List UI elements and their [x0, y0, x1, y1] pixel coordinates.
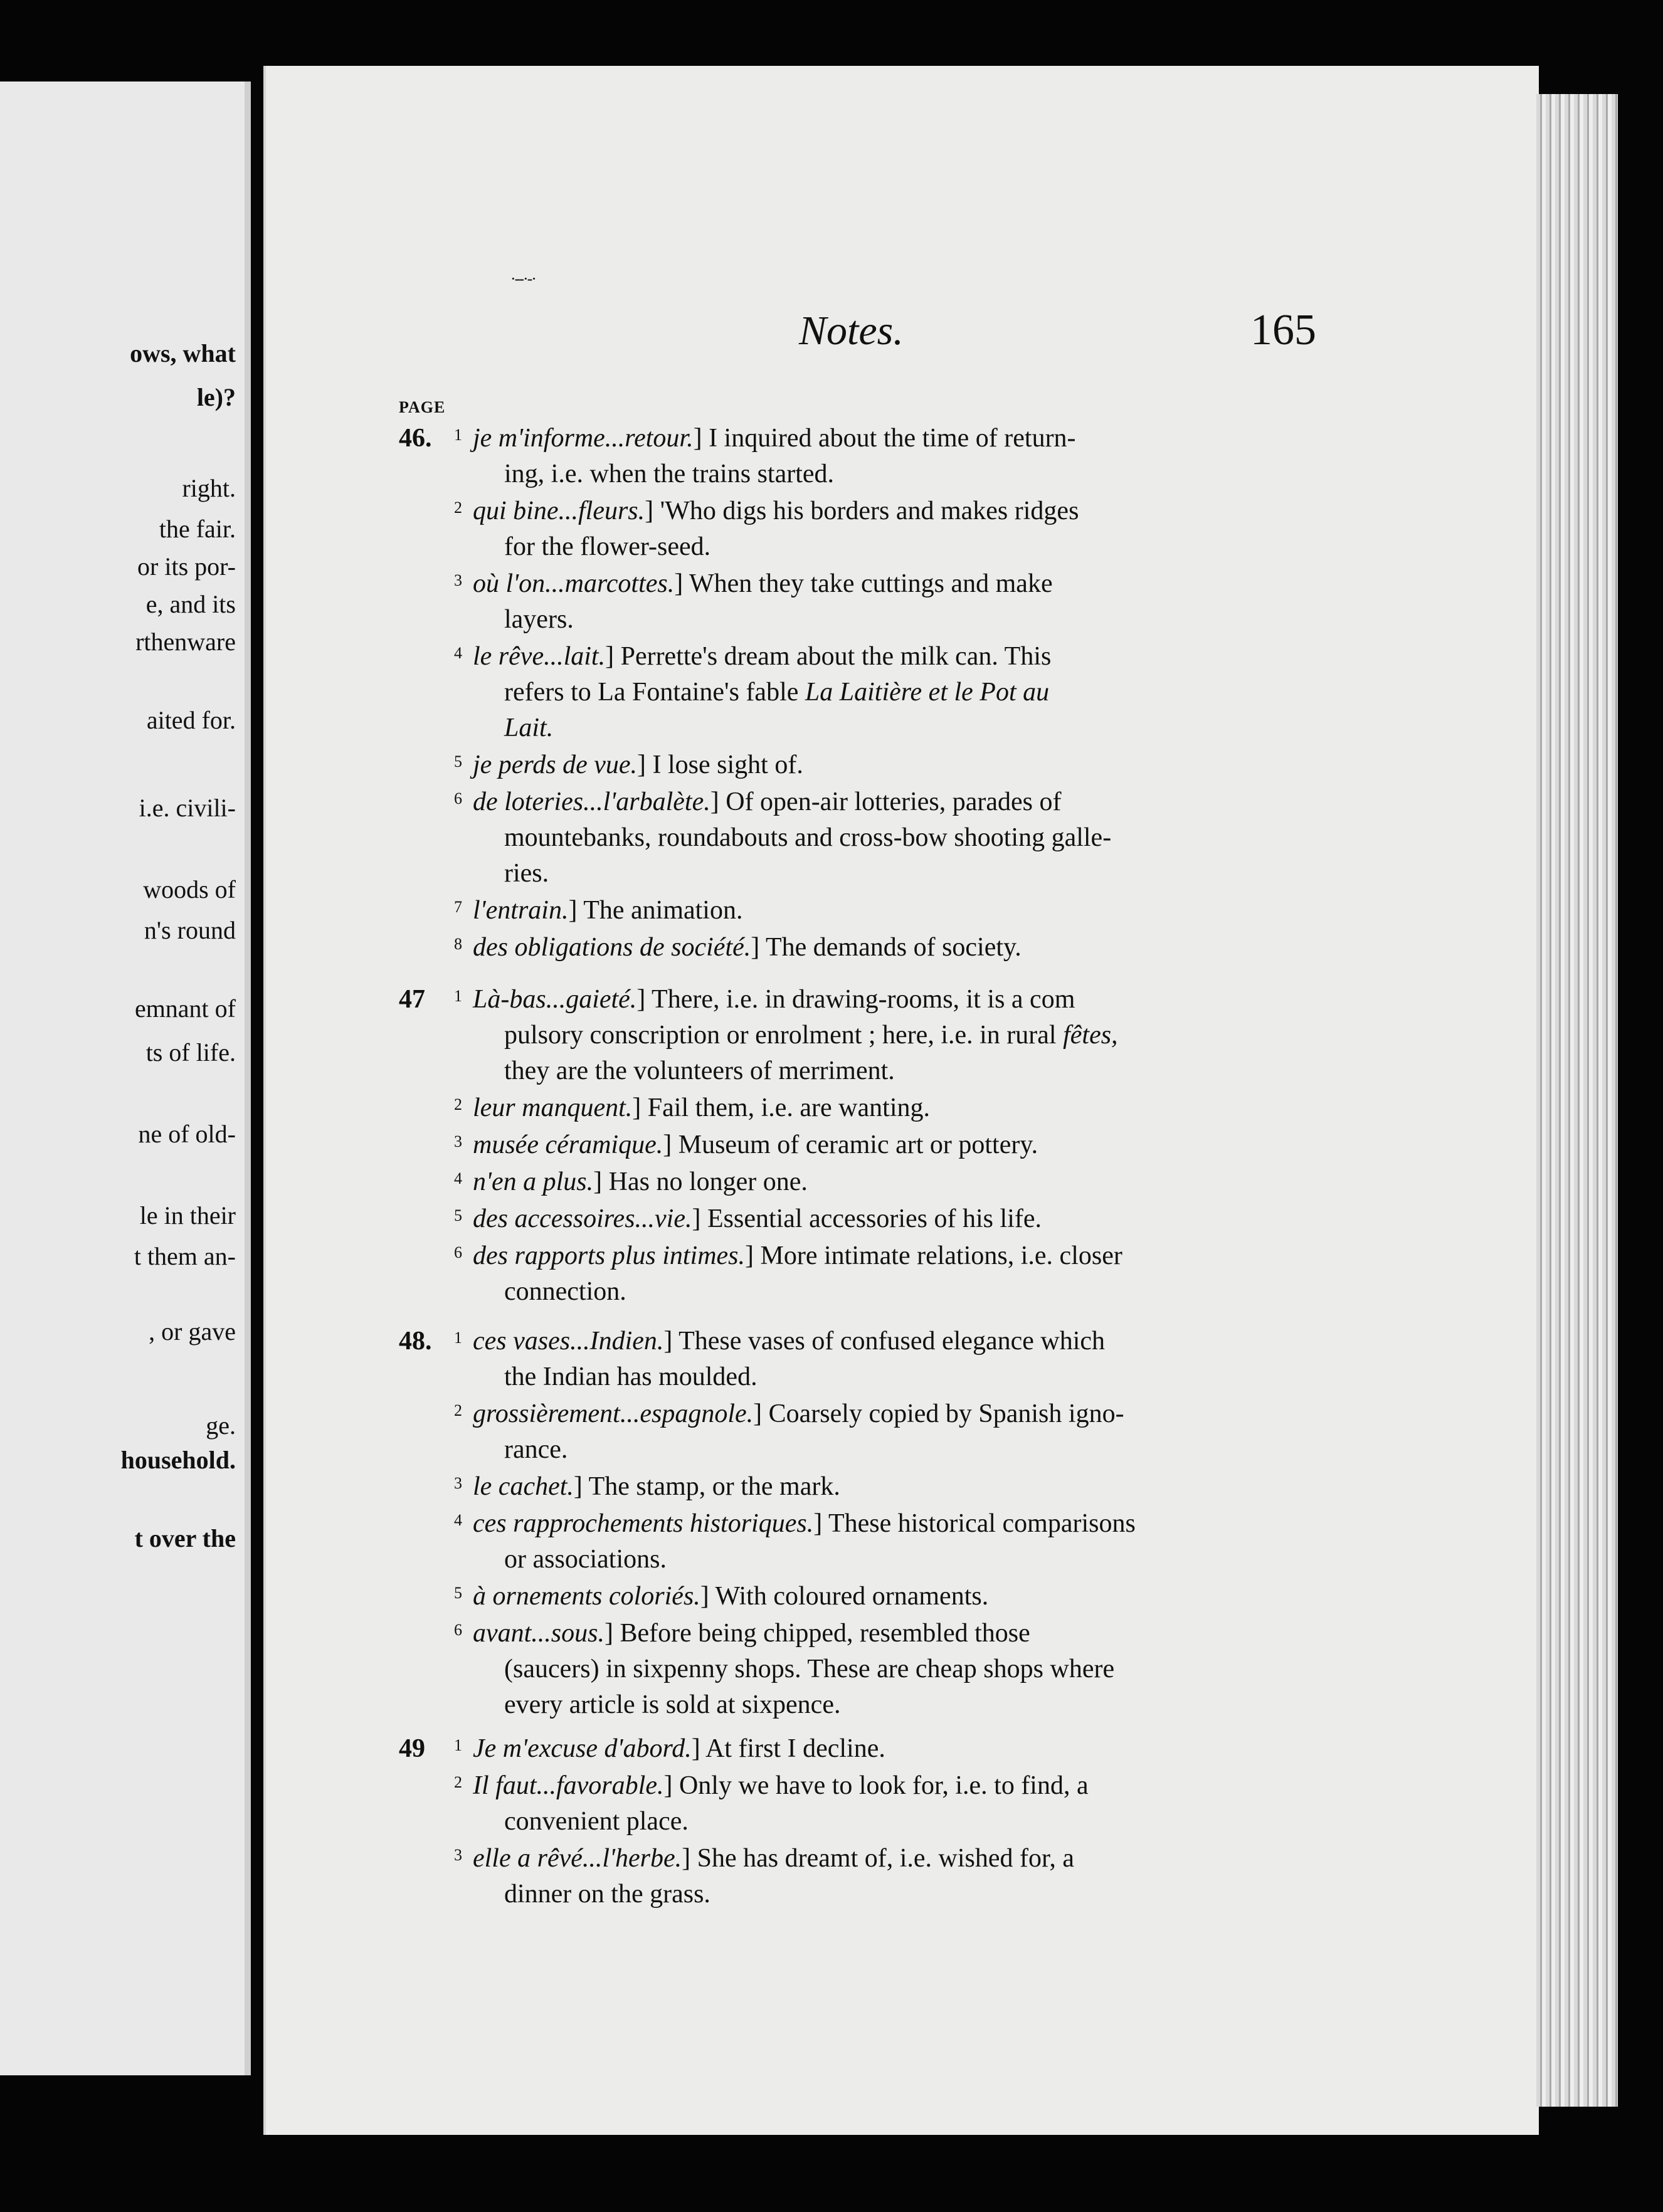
- note-continuation: [504, 459, 834, 489]
- page-reference: 49: [399, 1734, 425, 1763]
- translation: ] At first I decline.: [691, 1734, 885, 1763]
- note-line: [473, 569, 1053, 599]
- note-continuation: [504, 1362, 758, 1392]
- translation: ] Coarsely copied by Spanish igno-: [753, 1399, 1124, 1428]
- note-continuation: [504, 1654, 1114, 1684]
- left-page-line: or its por-: [137, 552, 236, 581]
- note-line: [473, 1204, 1042, 1234]
- note-continuation: [504, 532, 710, 562]
- note-line: [473, 1618, 1030, 1648]
- translation: ] The stamp, or the mark.: [573, 1472, 840, 1501]
- note-number: 5: [454, 1584, 462, 1602]
- note-number: 6: [454, 1243, 462, 1261]
- translation: (saucers) in sixpenny shops. These are cheap shops where: [504, 1655, 1115, 1683]
- translation: ing, i.e. when the trains started.: [504, 460, 835, 488]
- translation: ries.: [504, 859, 549, 888]
- translation: ] She has dreamt of, i.e. wished for, a: [682, 1844, 1074, 1873]
- translation: mountebanks, roundabouts and cross-bow shooting galle-: [504, 823, 1112, 852]
- note-line: [473, 787, 1062, 817]
- running-title: Notes.: [799, 308, 904, 354]
- left-page-line: t over the: [134, 1524, 236, 1552]
- translation: ] With coloured ornaments.: [700, 1582, 989, 1611]
- french-phrase: grossièrement...espagnole.: [473, 1399, 754, 1428]
- translation: ] These vases of confused elegance which: [663, 1327, 1106, 1356]
- left-page-line: household.: [120, 1446, 236, 1474]
- french-phrase: Il faut...favorable.: [473, 1771, 664, 1800]
- translation: convenient place.: [504, 1807, 689, 1836]
- note-number: 8: [454, 935, 462, 953]
- note-number: 6: [454, 1621, 462, 1639]
- french-phrase: musée céramique.: [473, 1130, 663, 1159]
- translation: ] These historical comparisons: [813, 1509, 1136, 1538]
- note-line: [473, 496, 1079, 526]
- left-page-line: le in their: [139, 1201, 236, 1230]
- translation: refers to La Fontaine's fable: [504, 678, 805, 707]
- french-phrase: des rapports plus intimes.: [473, 1241, 746, 1270]
- note-line: [473, 1509, 1136, 1539]
- note-continuation: [504, 1277, 626, 1307]
- left-page-line: ne of old-: [138, 1120, 236, 1148]
- note-number: 1: [454, 987, 462, 1005]
- french-phrase: l'entrain.: [473, 896, 569, 925]
- left-page-line: n's round: [144, 916, 236, 944]
- french-phrase: leur manquent.: [473, 1093, 633, 1122]
- translation: ] The demands of society.: [751, 933, 1022, 962]
- translation: or associations.: [504, 1545, 667, 1574]
- italic-text: fêtes,: [1063, 1021, 1118, 1050]
- left-page-line: , or gave: [149, 1317, 236, 1346]
- translation: ] Museum of ceramic art or pottery.: [663, 1130, 1038, 1159]
- note-continuation: [504, 1806, 689, 1836]
- french-phrase: elle a rêvé...l'herbe.: [473, 1844, 682, 1873]
- french-phrase: le rêve...lait.: [473, 642, 606, 671]
- french-phrase: à ornements coloriés.: [473, 1582, 700, 1611]
- note-number: 6: [454, 789, 462, 808]
- note-number: 3: [454, 571, 462, 589]
- translation: ] Before being chipped, resembled those: [604, 1619, 1030, 1648]
- left-page-line: rthenware: [135, 628, 236, 656]
- translation: connection.: [504, 1277, 626, 1306]
- note-line: [473, 1093, 930, 1123]
- note-line: [473, 1326, 1105, 1356]
- translation: layers.: [504, 605, 574, 634]
- note-line: [473, 895, 742, 925]
- translation: dinner on the grass.: [504, 1880, 710, 1909]
- left-page-line: woods of: [143, 875, 236, 903]
- translation: ] More intimate relations, i.e. closer: [745, 1241, 1122, 1270]
- translation: pulsory conscription or enrolment ; here, i.e. in rural: [504, 1021, 1064, 1050]
- note-continuation: [504, 1020, 1118, 1050]
- left-page-line: le)?: [196, 383, 236, 411]
- translation: the Indian has moulded.: [504, 1362, 758, 1391]
- left-page-line: ts of life.: [145, 1038, 236, 1066]
- translation: ] 'Who digs his borders and makes ridges: [645, 497, 1079, 525]
- note-continuation: [504, 858, 549, 888]
- note-line: [473, 1130, 1038, 1160]
- left-page-line: ge.: [206, 1411, 236, 1440]
- translation: ] The animation.: [568, 896, 743, 925]
- note-number: 7: [454, 898, 462, 916]
- italic-text: Lait.: [504, 714, 554, 742]
- italic-text: La Laitière et le Pot au: [805, 678, 1050, 707]
- header-ornament: ·‑‑·‑·: [510, 270, 536, 288]
- book-page-edges: [1536, 94, 1618, 2107]
- french-phrase: de loteries...l'arbalète.: [473, 787, 710, 816]
- translation: for the flower-seed.: [504, 532, 711, 561]
- note-number: 3: [454, 1132, 462, 1151]
- note-number: 2: [454, 1401, 462, 1419]
- page-reference: 47: [399, 985, 425, 1014]
- note-number: 4: [454, 1169, 462, 1188]
- note-line: [473, 750, 803, 780]
- translation: every article is sold at sixpence.: [504, 1690, 841, 1719]
- note-continuation: [504, 1879, 710, 1909]
- note-line: [473, 1843, 1074, 1873]
- note-line: [473, 1241, 1122, 1271]
- french-phrase: ces rapprochements historiques.: [473, 1509, 814, 1538]
- french-phrase: Je m'excuse d'abord.: [473, 1734, 692, 1763]
- note-continuation: [504, 823, 1111, 853]
- note-line: [473, 423, 1076, 453]
- note-line: [473, 641, 1051, 672]
- note-number: 2: [454, 498, 462, 517]
- note-line: [473, 1581, 988, 1611]
- note-number: 1: [454, 426, 462, 444]
- note-continuation: [504, 1435, 568, 1465]
- note-number: 5: [454, 752, 462, 771]
- french-phrase: ces vases...Indien.: [473, 1327, 664, 1356]
- left-page-line: emnant of: [134, 994, 236, 1023]
- note-number: 1: [454, 1736, 462, 1754]
- french-phrase: le cachet.: [473, 1472, 574, 1501]
- translation: ] Fail them, i.e. are wanting.: [632, 1093, 930, 1122]
- french-phrase: n'en a plus.: [473, 1167, 594, 1196]
- french-phrase: où l'on...marcottes.: [473, 569, 675, 598]
- note-number: 5: [454, 1206, 462, 1224]
- note-line: [473, 932, 1022, 962]
- french-phrase: avant...sous.: [473, 1619, 604, 1648]
- note-line: [473, 984, 1075, 1014]
- note-number: 2: [454, 1095, 462, 1114]
- translation: they are the volunteers of merriment.: [504, 1056, 895, 1085]
- translation: ] Perrette's dream about the milk can. This: [605, 642, 1052, 671]
- note-continuation: [504, 677, 1049, 707]
- french-phrase: je m'informe...retour.: [473, 424, 694, 453]
- translation: ] I inquired about the time of return-: [693, 424, 1076, 453]
- french-phrase: je perds de vue.: [473, 750, 638, 779]
- note-line: [473, 1771, 1089, 1801]
- french-phrase: qui bine...fleurs.: [473, 497, 645, 525]
- note-line: [473, 1472, 840, 1502]
- note-number: 4: [454, 644, 462, 662]
- french-phrase: des obligations de société.: [473, 933, 751, 962]
- page-label: PAGE: [399, 398, 446, 416]
- translation: ] Of open-air lotteries, parades of: [710, 787, 1062, 816]
- right-page: [263, 66, 1539, 2135]
- translation: ] Essential accessories of his life.: [692, 1204, 1042, 1233]
- note-line: [473, 1399, 1124, 1429]
- page-reference: 48.: [399, 1327, 432, 1356]
- note-number: 3: [454, 1846, 462, 1864]
- left-page-line: ows, what: [130, 339, 236, 367]
- translation: ] When they take cuttings and make: [674, 569, 1053, 598]
- note-continuation: [504, 1544, 667, 1574]
- left-page-line: e, and its: [145, 590, 236, 618]
- note-number: 3: [454, 1474, 462, 1492]
- french-phrase: Là-bas...gaieté.: [473, 985, 637, 1014]
- translation: ] Only we have to look for, i.e. to find, a: [663, 1771, 1089, 1800]
- left-page: [0, 82, 251, 2075]
- translation: ] I lose sight of.: [637, 750, 803, 779]
- note-continuation: [504, 713, 553, 743]
- note-continuation: [504, 604, 574, 635]
- page-reference: 46.: [399, 424, 432, 453]
- note-continuation: [504, 1690, 840, 1720]
- note-number: 4: [454, 1511, 462, 1529]
- note-number: 2: [454, 1773, 462, 1791]
- left-page-line: t them an-: [134, 1242, 236, 1270]
- left-page-line: i.e. civili-: [139, 794, 236, 822]
- left-page-line: right.: [182, 474, 236, 502]
- translation: ] Has no longer one.: [593, 1167, 808, 1196]
- page-number: 165: [1250, 306, 1316, 354]
- french-phrase: des accessoires...vie.: [473, 1204, 692, 1233]
- left-page-line: aited for.: [146, 706, 236, 734]
- note-line: [473, 1734, 885, 1764]
- translation: rance.: [504, 1435, 568, 1464]
- left-page-line: the fair.: [159, 515, 236, 543]
- note-number: 1: [454, 1329, 462, 1347]
- note-line: [473, 1167, 808, 1197]
- translation: ] There, i.e. in drawing-rooms, it is a com: [636, 985, 1075, 1014]
- note-continuation: [504, 1056, 895, 1086]
